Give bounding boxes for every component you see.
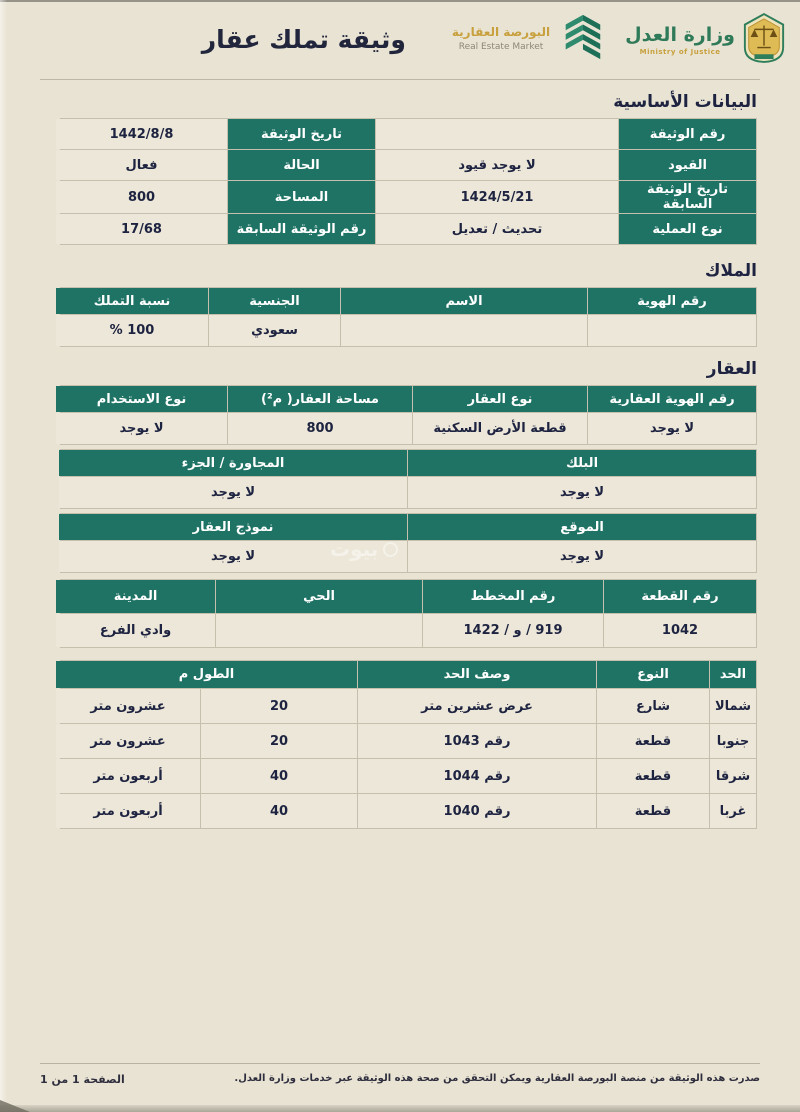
photo-bottom-edge xyxy=(0,1105,800,1112)
header-neighborhood-part: المجاورة / الجزء xyxy=(59,450,407,476)
borders-table xyxy=(60,660,757,829)
real-estate-market-building-icon xyxy=(557,13,607,65)
border-west-type: قطعة xyxy=(597,794,709,828)
value-owner-nationality: سعودي xyxy=(209,315,340,346)
header-property-model: نموذج العقار xyxy=(59,514,407,540)
value-property-id: لا يوجد xyxy=(588,413,756,444)
header-plot-number: رقم القطعة xyxy=(604,580,756,613)
ministry-name-arabic: وزارة العدل xyxy=(625,23,735,46)
photo-corner-shadow xyxy=(0,1100,30,1112)
header-property-area: مساحة العقار( م²) xyxy=(228,386,412,412)
header-block: البلك xyxy=(408,450,756,476)
border-east-desc: رقم 1044 xyxy=(358,759,596,793)
header-border-type: النوع xyxy=(597,661,709,688)
property-plot-table xyxy=(60,579,757,648)
value-block: لا يوجد xyxy=(408,477,756,508)
value-restrictions: لا يوجد قيود xyxy=(376,150,618,180)
header-border-side: الحد xyxy=(710,661,756,688)
header-plan-number: رقم المخطط xyxy=(423,580,603,613)
value-status: فعال xyxy=(56,150,227,180)
border-south-length: 20 xyxy=(201,724,357,758)
header-location: الموقع xyxy=(408,514,756,540)
real-estate-market-logo xyxy=(452,13,607,65)
section-title-basic-data: البيانات الأساسية xyxy=(613,92,757,112)
label-restrictions: القيود xyxy=(619,150,756,180)
header-property-type: نوع العقار xyxy=(413,386,587,412)
market-name-arabic: البورصة العقارية xyxy=(451,24,551,39)
label-document-date: تاريخ الوثيقة xyxy=(228,119,375,149)
border-north-type: شارع xyxy=(597,689,709,723)
label-previous-doc-number: رقم الوثيقة السابقة xyxy=(228,214,375,244)
value-document-number xyxy=(376,119,618,149)
value-previous-doc-number: 17/68 xyxy=(56,214,227,244)
ministry-of-justice-logo xyxy=(625,13,786,67)
border-north-length: 20 xyxy=(201,689,357,723)
header-owner-name: الاسم xyxy=(341,288,587,314)
value-property-area: 800 xyxy=(228,413,412,444)
value-owner-id xyxy=(588,315,756,346)
border-west-length-text: أربعون متر xyxy=(56,794,200,828)
value-operation-type: تحديث / تعديل xyxy=(376,214,618,244)
header-city: المدينة xyxy=(56,580,215,613)
footer-page-number: الصفحة 1 من 1 xyxy=(40,1073,125,1086)
footer-issuance-note: صدرت هذه الوثيقة من منصة البورصة العقارية ويمكن التحقق من صحة هذه الوثيقة عبر خدمات وزارة العدل. xyxy=(234,1073,760,1084)
border-north-length-text: عشرون متر xyxy=(56,689,200,723)
border-west-side: غربا xyxy=(710,794,756,828)
border-east-side: شرقا xyxy=(710,759,756,793)
border-south-side: جنوبا xyxy=(710,724,756,758)
label-operation-type: نوع العملية xyxy=(619,214,756,244)
header-border-length: الطول م xyxy=(56,661,357,688)
header-usage-type: نوع الاستخدام xyxy=(56,386,227,412)
value-owner-name xyxy=(341,315,587,346)
value-area: 800 xyxy=(56,181,227,213)
border-east-type: قطعة xyxy=(597,759,709,793)
photo-left-edge xyxy=(0,0,7,1112)
label-area: المساحة xyxy=(228,181,375,213)
value-property-type: قطعة الأرض السكنية xyxy=(413,413,587,444)
border-west-desc: رقم 1040 xyxy=(358,794,596,828)
value-location: لا يوجد xyxy=(408,541,756,572)
basic-data-table xyxy=(60,118,757,245)
value-district xyxy=(216,614,422,647)
value-ownership-percent: 100 % xyxy=(56,315,208,346)
header-owner-nationality: الجنسية xyxy=(209,288,340,314)
border-east-length: 40 xyxy=(201,759,357,793)
header-district: الحي xyxy=(216,580,422,613)
value-plot-number: 1042 xyxy=(604,614,756,647)
value-city: وادي الفرع xyxy=(56,614,215,647)
value-neighborhood-part: لا يوجد xyxy=(59,477,407,508)
header-owner-id: رقم الهوية xyxy=(588,288,756,314)
section-title-property: العقار xyxy=(706,359,757,379)
owners-table xyxy=(60,287,757,347)
label-document-number: رقم الوثيقة xyxy=(619,119,756,149)
photo-top-edge xyxy=(0,0,800,2)
watermark-text: بيوت xyxy=(330,537,379,561)
value-previous-doc-date: 1424/5/21 xyxy=(376,181,618,213)
value-usage-type: لا يوجد xyxy=(56,413,227,444)
property-main-table xyxy=(60,385,757,445)
section-title-owners: الملاك xyxy=(704,261,757,281)
market-name-english: Real Estate Market xyxy=(458,41,544,52)
ministry-name-english: Ministry of Justice xyxy=(639,47,721,56)
label-status: الحالة xyxy=(228,150,375,180)
value-property-model: لا يوجد xyxy=(59,541,407,572)
border-south-length-text: عشرون متر xyxy=(56,724,200,758)
border-south-desc: رقم 1043 xyxy=(358,724,596,758)
header-ownership-percent: نسبة التملك xyxy=(56,288,208,314)
value-document-date: 1442/8/8 xyxy=(56,119,227,149)
border-east-length-text: أربعون متر xyxy=(56,759,200,793)
border-north-desc: عرض عشرين متر xyxy=(358,689,596,723)
document-title: وثيقة تملك عقار xyxy=(201,25,406,54)
border-north-side: شمالا xyxy=(710,689,756,723)
property-block-table xyxy=(60,449,757,509)
border-west-length: 40 xyxy=(201,794,357,828)
value-plan-number: 919 / و / 1422 xyxy=(423,614,603,647)
document-header xyxy=(0,0,800,67)
label-previous-doc-date: تاريخ الوثيقة السابقة xyxy=(619,181,756,213)
header-divider xyxy=(40,79,760,80)
header-border-desc: وصف الحد xyxy=(358,661,596,688)
border-south-type: قطعة xyxy=(597,724,709,758)
header-property-id: رقم الهوية العقارية xyxy=(588,386,756,412)
document-footer xyxy=(40,1063,760,1086)
property-location-table xyxy=(60,513,757,573)
ministry-emblem-icon xyxy=(742,13,786,67)
